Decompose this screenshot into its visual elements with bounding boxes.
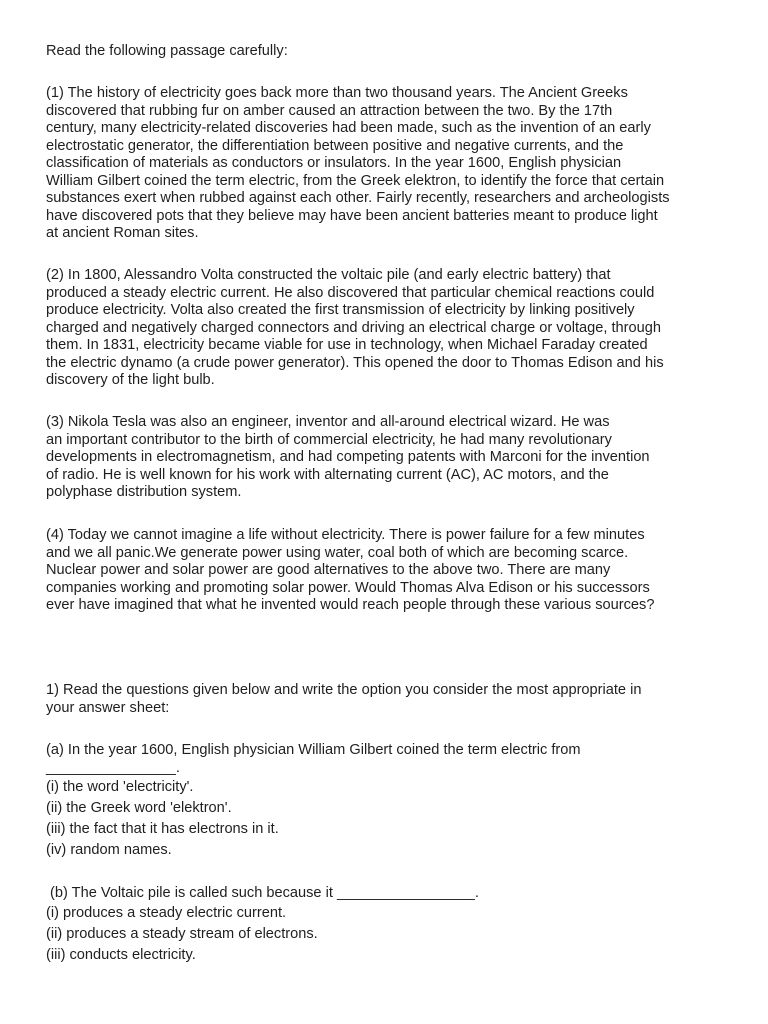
- paragraph-line: have discovered pots that they believe may have been ancient batteries meant to produce light: [46, 207, 658, 224]
- paragraph-line: of radio. He is well known for his work with alternating current (AC), AC motors, and the: [46, 466, 609, 483]
- question-instruction: 1) Read the questions given below and write the option you consider the most appropriate in your answer sheet:: [46, 682, 642, 716]
- paragraph-3: [46, 414, 736, 502]
- paragraph-line: discovered that rubbing fur on amber caused an attraction between the two. By the 17th: [46, 102, 613, 119]
- paragraph-line: produce electricity. Volta also created the first transmission of electricity by linking positively: [46, 302, 635, 318]
- paragraph-line: (2) In 1800, Alessandro Volta constructed the voltaic pile (and early electric battery) that: [46, 267, 611, 283]
- question-b: [46, 885, 736, 966]
- paragraph-line: William Gilbert coined the term electric, from the Greek elektron, to identify the force that certain: [46, 172, 665, 189]
- paragraph-line: charged and negatively charged connectors and driving an electrical charge or voltage, through: [46, 319, 661, 336]
- paragraph-line: the electric dynamo (a crude power generator). This opened the door to Thomas Edison and his: [46, 354, 664, 371]
- paragraph-line: Nuclear power and solar power are good alternatives to the above two. There are many: [46, 562, 611, 578]
- paragraph-2: [46, 267, 736, 390]
- paragraph-4: [46, 527, 736, 615]
- paragraph-line: ever have imagined that what he invented would reach people through these various sources?: [46, 597, 655, 613]
- paragraph-line: (4) Today we cannot imagine a life without electricity. There is power failure for a few minutes: [46, 527, 645, 543]
- question-a: [46, 742, 736, 861]
- paragraph-line: discovery of the light bulb.: [46, 372, 215, 388]
- paragraph-line: (1) The history of electricity goes back more than two thousand years. The Ancient Greeks: [46, 85, 628, 101]
- answer-option: (iii) the fact that it has electrons in it.: [46, 821, 279, 837]
- answer-option: (ii) the Greek word 'elektron'.: [46, 800, 232, 816]
- paragraph-1: [46, 85, 736, 243]
- answer-option: (ii) produces a steady stream of electrons.: [46, 925, 318, 942]
- paragraph-line: electrostatic generator, the differentiation between positive and negative currents, and the: [46, 137, 624, 154]
- paragraph-line: produced a steady electric current. He also discovered that particular chemical reactions could: [46, 284, 655, 301]
- paragraph-line: them. In 1831, electricity became viable for use in technology, when Michael Faraday created: [46, 337, 648, 353]
- answer-option: (i) the word 'electricity'.: [46, 779, 194, 795]
- paragraph-line: (3) Nikola Tesla was also an engineer, inventor and all-around electrical wizard. He was: [46, 414, 610, 430]
- paragraph-line: at ancient Roman sites.: [46, 225, 199, 241]
- paragraph-line: classification of materials as conductors or insulators. In the year 1600, English physician: [46, 155, 622, 171]
- paragraph-line: substances exert when rubbed against each other. Fairly recently, researchers and archeologists: [46, 190, 670, 206]
- paragraph-line: companies working and promoting solar power. Would Thomas Alva Edison or his successors: [46, 579, 650, 596]
- answer-option: (i) produces a steady electric current.: [46, 904, 287, 921]
- paragraph-line: century, many electricity-related discoveries had been made, such as the invention of an early: [46, 120, 651, 136]
- paragraph-line: and we all panic.We generate power using water, coal both of which are becoming scarce.: [46, 544, 629, 561]
- paragraph-line: polyphase distribution system.: [46, 484, 242, 500]
- question-stem: ________________.: [46, 759, 180, 776]
- paragraph-line: an important contributor to the birth of commercial electricity, he had many revolutionary: [46, 431, 612, 448]
- question-stem: (a) In the year 1600, English physician William Gilbert coined the term electric from: [46, 742, 581, 758]
- answer-option: (iv) random names.: [46, 842, 172, 858]
- intro-text: Read the following passage carefully:: [46, 43, 288, 59]
- question-stem: (b) The Voltaic pile is called such because it _________________.: [46, 885, 479, 901]
- answer-option: (iii) conducts electricity.: [46, 946, 196, 963]
- paragraph-line: developments in electromagnetism, and had competing patents with Marconi for the invention: [46, 449, 650, 465]
